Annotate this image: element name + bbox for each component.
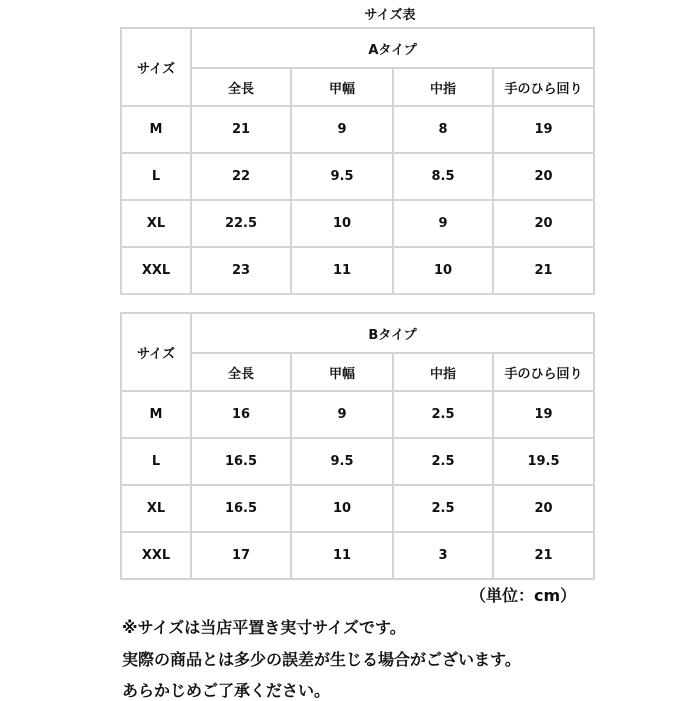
table-cell: 19 [493,106,594,153]
table-cell: 9.5 [291,438,393,485]
column-header: 中指 [393,68,493,106]
table-cell: 9.5 [291,153,393,200]
table-cell: 2.5 [393,391,493,438]
table-cell: 22 [191,153,291,200]
column-header: 甲幅 [291,68,393,106]
size-cell: XXL [121,532,191,579]
size-header: サイズ [121,28,191,106]
unit-label: （単位：cm） [470,586,577,605]
table-cell: 10 [291,200,393,247]
table-cell: 19.5 [493,438,594,485]
page-title: サイズ表 [364,8,416,23]
table-row [121,485,594,532]
column-header: 全長 [191,68,291,106]
table-row [121,247,594,294]
table-cell: 16 [191,391,291,438]
table-cell: 9 [291,106,393,153]
size-cell: XL [121,485,191,532]
table-cell: 8.5 [393,153,493,200]
table-row [121,106,594,153]
table-row [121,438,594,485]
column-header: 手のひら回り [493,353,594,391]
note-line: ※サイズは当店平置き実寸サイズです。 [122,618,406,637]
table-cell: 9 [291,391,393,438]
table-cell: 19 [493,391,594,438]
size-header: サイズ [121,313,191,391]
table-cell: 9 [393,200,493,247]
table-row [121,153,594,200]
size-table-a [120,27,595,295]
table-cell: 3 [393,532,493,579]
table-cell: 20 [493,153,594,200]
size-cell: L [121,153,191,200]
table-row [121,200,594,247]
table-cell: 17 [191,532,291,579]
table-cell: 16.5 [191,485,291,532]
table-cell: 11 [291,247,393,294]
table-row [121,391,594,438]
column-header: 中指 [393,353,493,391]
column-header: 甲幅 [291,353,393,391]
table-cell: 2.5 [393,485,493,532]
table-cell: 2.5 [393,438,493,485]
table-row [121,532,594,579]
note-line: 実際の商品とは多少の誤差が生じる場合がございます。 [122,650,521,669]
table-cell: 21 [493,247,594,294]
column-header: 全長 [191,353,291,391]
size-cell: M [121,106,191,153]
table-cell: 23 [191,247,291,294]
table-cell: 20 [493,485,594,532]
column-header: 手のひら回り [493,68,594,106]
table-cell: 21 [493,532,594,579]
table-cell: 8 [393,106,493,153]
size-cell: XL [121,200,191,247]
table-cell: 16.5 [191,438,291,485]
type-header: Aタイプ [191,28,594,68]
size-cell: L [121,438,191,485]
table-cell: 22.5 [191,200,291,247]
table-cell: 11 [291,532,393,579]
note-line: あらかじめご了承ください。 [122,681,331,700]
table-cell: 10 [393,247,493,294]
size-cell: M [121,391,191,438]
table-cell: 21 [191,106,291,153]
table-cell: 20 [493,200,594,247]
size-table-b [120,312,595,580]
size-cell: XXL [121,247,191,294]
table-cell: 10 [291,485,393,532]
type-header: Bタイプ [191,313,594,353]
